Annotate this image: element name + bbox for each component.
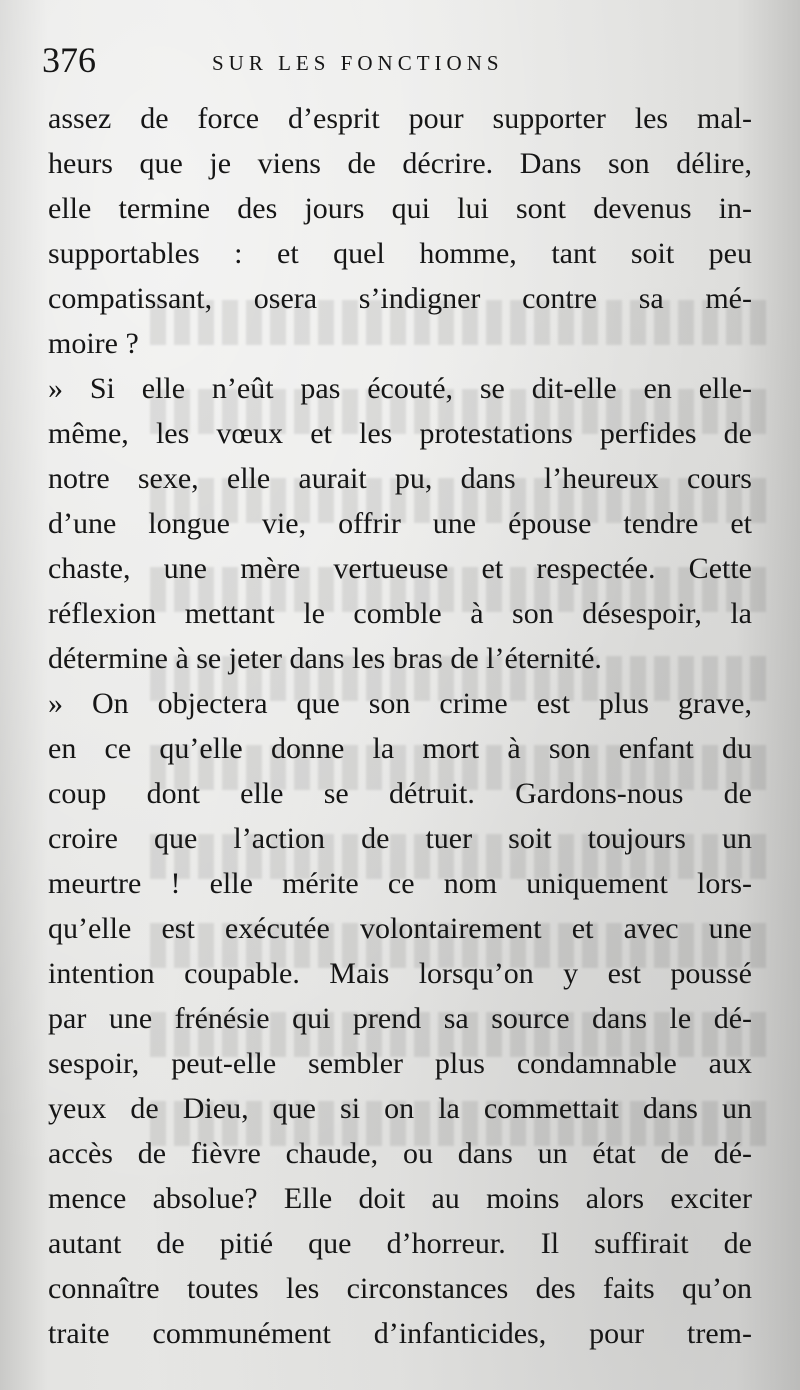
text-line: intention coupable. Mais lorsqu’on y est poussé <box>48 957 752 990</box>
text-line: réflexion mettant le comble à son désespoir, la <box>48 597 752 630</box>
text-line: connaître toutes les circonstances des faits qu’on <box>48 1272 752 1305</box>
text-line: sespoir, peut-elle sembler plus condamnable aux <box>48 1047 752 1080</box>
text-line: assez de force d’esprit pour supporter les mal- <box>48 102 752 135</box>
text-line: autant de pitié que d’horreur. Il suffirait de <box>48 1227 752 1260</box>
running-title: SUR LES FONCTIONS <box>212 51 504 75</box>
text-line: croire que l’action de tuer soit toujours un <box>48 822 752 855</box>
text-line: moire ? <box>48 327 139 360</box>
text-line: yeux de Dieu, que si on la commettait dans un <box>48 1092 752 1125</box>
text-line: mence absolue? Elle doit au moins alors exciter <box>48 1182 752 1215</box>
text-line: elle termine des jours qui lui sont devenus in- <box>48 192 752 225</box>
body-text <box>48 96 752 1356</box>
text-line: même, les vœux et les protestations perfides de <box>48 417 752 450</box>
page-number: 376 <box>42 40 96 80</box>
text-line: par une frénésie qui prend sa source dans le dé- <box>48 1002 752 1035</box>
text-line: coup dont elle se détruit. Gardons-nous de <box>48 777 752 810</box>
text-line: » Si elle n’eût pas écouté, se dit-elle en elle- <box>48 372 752 405</box>
running-head <box>42 40 762 86</box>
text-line: heurs que je viens de décrire. Dans son délire, <box>48 147 752 180</box>
text-line: meurtre ! elle mérite ce nom uniquement lors- <box>48 867 752 900</box>
text-line: traite communément d’infanticides, pour trem- <box>48 1317 752 1350</box>
text-line: notre sexe, elle aurait pu, dans l’heureux cours <box>48 462 752 495</box>
text-line: chaste, une mère vertueuse et respectée. Cette <box>48 552 752 585</box>
text-line: supportables : et quel homme, tant soit peu <box>48 237 752 270</box>
text-line: qu’elle est exécutée volontairement et avec une <box>48 912 752 945</box>
text-line: d’une longue vie, offrir une épouse tendre et <box>48 507 752 540</box>
text-line: détermine à se jeter dans les bras de l’éternité. <box>48 642 602 675</box>
text-line: en ce qu’elle donne la mort à son enfant du <box>48 732 752 765</box>
text-line: » On objectera que son crime est plus grave, <box>48 687 752 720</box>
text-line: accès de fièvre chaude, ou dans un état de dé- <box>48 1137 752 1170</box>
text-line: compatissant, osera s’indigner contre sa mé- <box>48 282 752 315</box>
